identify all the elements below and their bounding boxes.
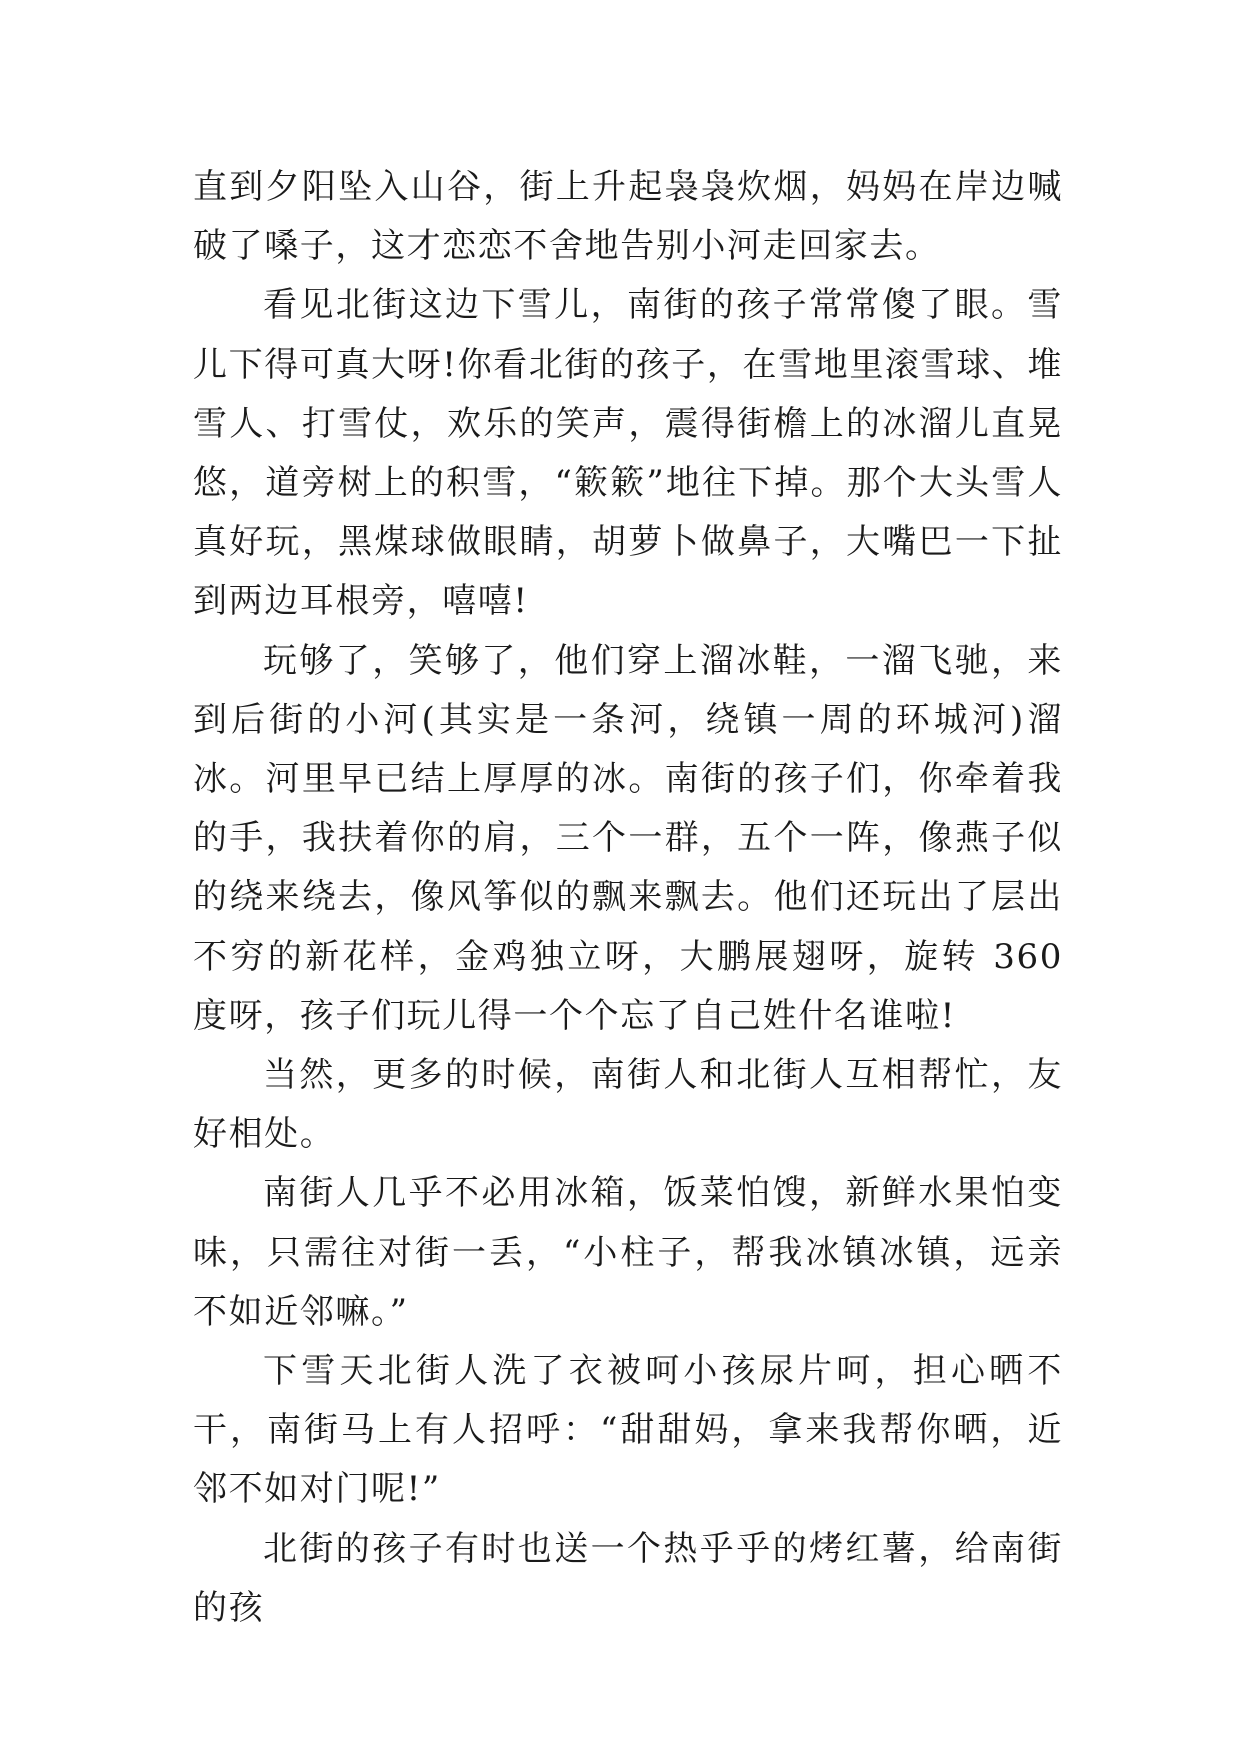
paragraph-2: 看见北街这边下雪儿，南街的孩子常常傻了眼。雪儿下得可真大呀!你看北街的孩子，在雪地里滚雪球、堆雪人、打雪仗，欢乐的笑声，震得街檐上的冰溜儿直晃悠，道旁树上的积雪，“簌簌”地往下掉。那个大头雪人真好玩，黑煤球做眼睛，胡萝卜做鼻子，大嘴巴一下扯到两边耳根旁，嘻嘻! — [193, 285, 1063, 622]
paragraph-4: 当然，更多的时候，南街人和北街人互相帮忙，友好相处。 — [193, 1055, 1063, 1155]
paragraph-1: 直到夕阳坠入山谷，街上升起袅袅炊烟，妈妈在岸边喊破了嗓子，这才恋恋不舍地告别小河走回家去。 — [193, 167, 1063, 267]
paragraph-3: 玩够了，笑够了，他们穿上溜冰鞋，一溜飞驰，来到后街的小河(其实是一条河，绕镇一周的环城河)溜冰。河里早已结上厚厚的冰。南街的孩子们，你牵着我的手，我扶着你的肩，三个一群，五个一阵，像燕子似的绕来绕去，像风筝似的飘来飘去。他们还玩出了层出不穷的新花样，金鸡独立呀，大鹏展翅呀，旋转 360 度呀，孩子们玩儿得一个个忘了自己姓什名谁啦! — [193, 640, 1063, 1036]
body-text — [193, 158, 1063, 1638]
paragraph-7: 北街的孩子有时也送一个热乎乎的烤红薯，给南街的孩 — [193, 1528, 1063, 1628]
paragraph-5: 南街人几乎不必用冰箱，饭菜怕馊，新鲜水果怕变味，只需往对街一丢，“小柱子，帮我冰镇冰镇，远亲不如近邻嘛。” — [193, 1173, 1063, 1332]
paragraph-6: 下雪天北街人洗了衣被呵小孩尿片呵，担心晒不干，南街马上有人招呼：“甜甜妈，拿来我帮你晒，近邻不如对门呢!” — [193, 1351, 1063, 1510]
